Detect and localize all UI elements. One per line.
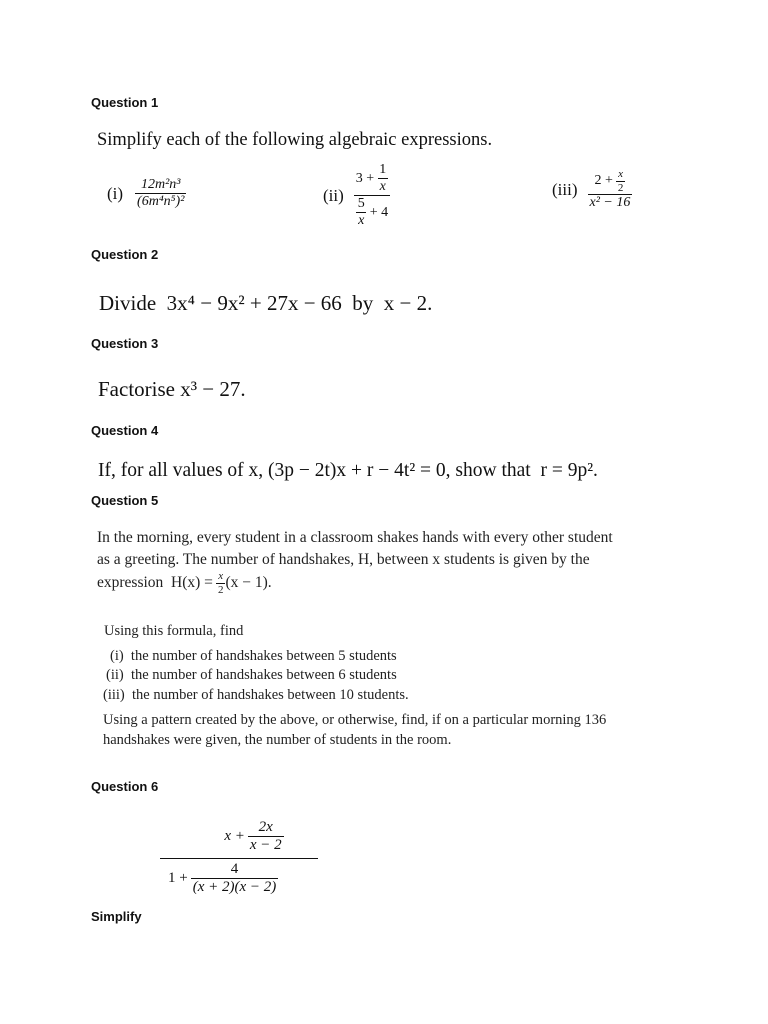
q1-part-iii xyxy=(552,168,632,211)
q6-den-frac-num: 4 xyxy=(230,860,239,877)
q3-text: Factorise x³ − 27. xyxy=(98,377,246,401)
q1-iii-num-frac-num: x xyxy=(618,168,624,180)
q6-numerator xyxy=(160,819,318,855)
q6-expression xyxy=(160,819,318,896)
q6-num-frac-den: x − 2 xyxy=(249,837,282,854)
q6-den-a: 1 + xyxy=(168,869,188,886)
q5-pattern-line-1: Using a pattern created by the above, or otherwise, find, if on a particular morning 136 xyxy=(103,712,607,728)
question-1-heading: Question 1 xyxy=(91,95,159,110)
q1-iii-label: (iii) xyxy=(552,179,578,199)
q1-ii-den-frac-num: 5 xyxy=(357,196,365,212)
q1-i-label: (i) xyxy=(107,183,124,203)
q1-i-denominator: (6m⁴n⁵)² xyxy=(137,194,185,210)
q5-item-iii: (iii) the number of handshakes between 10 students. xyxy=(103,687,409,703)
q1-iii-denominator: x² − 16 xyxy=(589,195,631,211)
q1-ii-label: (ii) xyxy=(323,185,344,205)
q5-using: Using this formula, find xyxy=(104,623,244,639)
q6-denominator xyxy=(160,858,318,897)
question-4-heading: Question 4 xyxy=(91,423,159,438)
q5-item-ii: (ii) the number of handshakes between 6 students xyxy=(106,667,397,683)
q6-num-frac-num: 2x xyxy=(258,819,273,835)
q5-frac-num: x xyxy=(218,570,224,582)
q5-line-1: In the morning, every student in a classroom shakes hands with every other student xyxy=(97,529,613,546)
q1-part-ii xyxy=(323,162,390,229)
q5-frac-den: 2 xyxy=(217,583,224,596)
q1-ii-num-frac-den: x xyxy=(379,179,386,195)
q4-text: If, for all values of x, (3p − 2t)x + r − 4t² = 0, show that r = 9p². xyxy=(98,460,598,481)
q1-ii-fraction xyxy=(354,162,390,229)
q6-num-a: x + xyxy=(224,828,245,845)
question-2-heading: Question 2 xyxy=(91,247,159,262)
q1-ii-num-frac-num: 1 xyxy=(379,162,387,177)
q5-line-3 xyxy=(97,570,272,596)
q5-line-2: as a greeting. The number of handshakes, H, between x students is given by the xyxy=(97,551,590,568)
q1-iii-fraction xyxy=(588,168,633,211)
question-3-heading: Question 3 xyxy=(91,336,159,351)
q1-ii-den-b: + 4 xyxy=(369,204,389,220)
q5-item-i: (i) the number of handshakes between 5 students xyxy=(110,648,397,664)
q1-iii-num-frac-den: 2 xyxy=(617,181,624,194)
q1-part-i xyxy=(107,177,186,210)
q5-pattern-line-2: handshakes were given, the number of students in the room. xyxy=(103,732,452,748)
q6-den-frac-den: (x + 2)(x − 2) xyxy=(192,878,277,895)
q1-instruction: Simplify each of the following algebraic expressions. xyxy=(97,130,493,150)
q1-i-numerator: 12m²n³ xyxy=(140,177,181,192)
q5-line-3-b: (x − 1). xyxy=(225,574,272,592)
question-5-heading: Question 5 xyxy=(91,493,159,508)
q6-simplify: Simplify xyxy=(91,909,142,924)
q1-ii-num-a: 3 + xyxy=(355,170,375,186)
q1-iii-num-a: 2 + xyxy=(594,173,613,189)
q5-line-3-a: expression H(x) = xyxy=(97,574,213,592)
question-6-heading: Question 6 xyxy=(91,779,159,794)
q1-ii-den-frac-den: x xyxy=(358,213,365,229)
q1-i-fraction xyxy=(135,177,186,210)
q2-text: Divide 3x⁴ − 9x² + 27x − 66 by x − 2. xyxy=(99,291,433,315)
